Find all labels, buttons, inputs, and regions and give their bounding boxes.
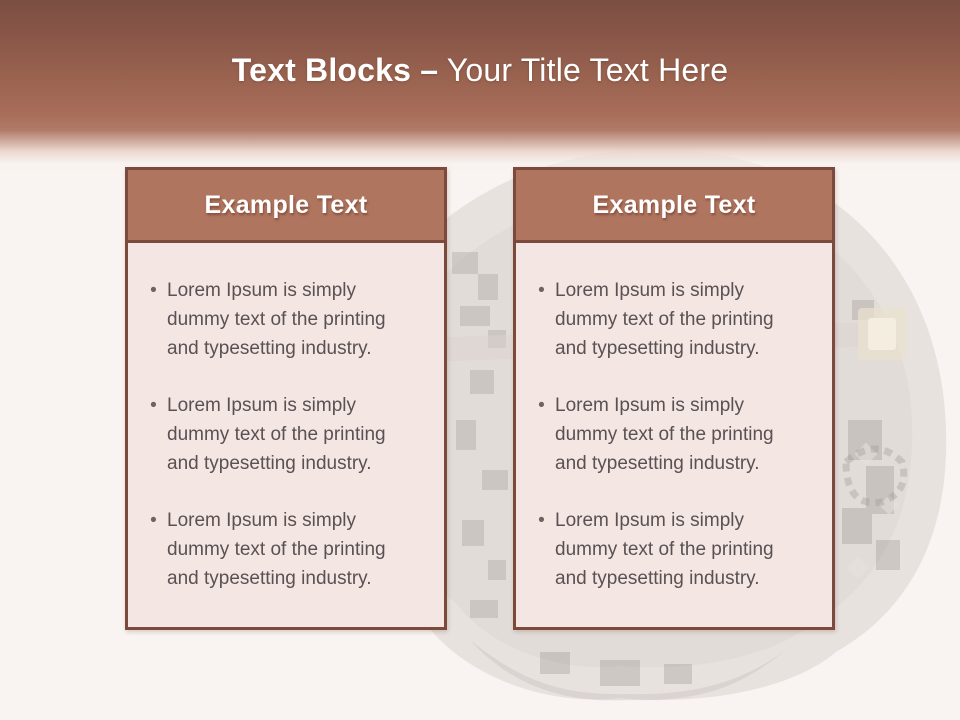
page-title [0,52,960,89]
bullet-text: Lorem Ipsum is simply dummy text of the printing and typesetting industry. [555,510,774,589]
title-banner [0,0,960,178]
list-item [140,391,444,478]
bullet-icon: • [538,510,545,531]
bullet-icon: • [150,280,157,301]
text-block-left-body [128,243,444,593]
bullet-icon: • [150,395,157,416]
bullet-text: Lorem Ipsum is simply dummy text of the printing and typesetting industry. [167,510,386,589]
text-block-right-body [516,243,832,593]
bullet-icon: • [538,395,545,416]
list-item [528,276,832,363]
text-block-left [125,167,447,630]
text-block-left-header-label: Example Text [204,190,368,219]
list-item [528,506,832,593]
text-block-right-header-label: Example Text [592,190,756,219]
list-item [528,391,832,478]
bullet-text: Lorem Ipsum is simply dummy text of the printing and typesetting industry. [555,395,774,474]
title-bold-text: Text Blocks – [231,52,439,88]
bullet-text: Lorem Ipsum is simply dummy text of the printing and typesetting industry. [167,395,386,474]
bullet-text: Lorem Ipsum is simply dummy text of the printing and typesetting industry. [167,280,386,359]
text-block-right-header [516,170,832,243]
bullet-icon: • [538,280,545,301]
text-block-left-header [128,170,444,243]
text-block-right [513,167,835,630]
title-regular-text: Your Title Text Here [438,52,729,88]
bullet-text: Lorem Ipsum is simply dummy text of the printing and typesetting industry. [555,280,774,359]
bullet-icon: • [150,510,157,531]
list-item [140,276,444,363]
list-item [140,506,444,593]
